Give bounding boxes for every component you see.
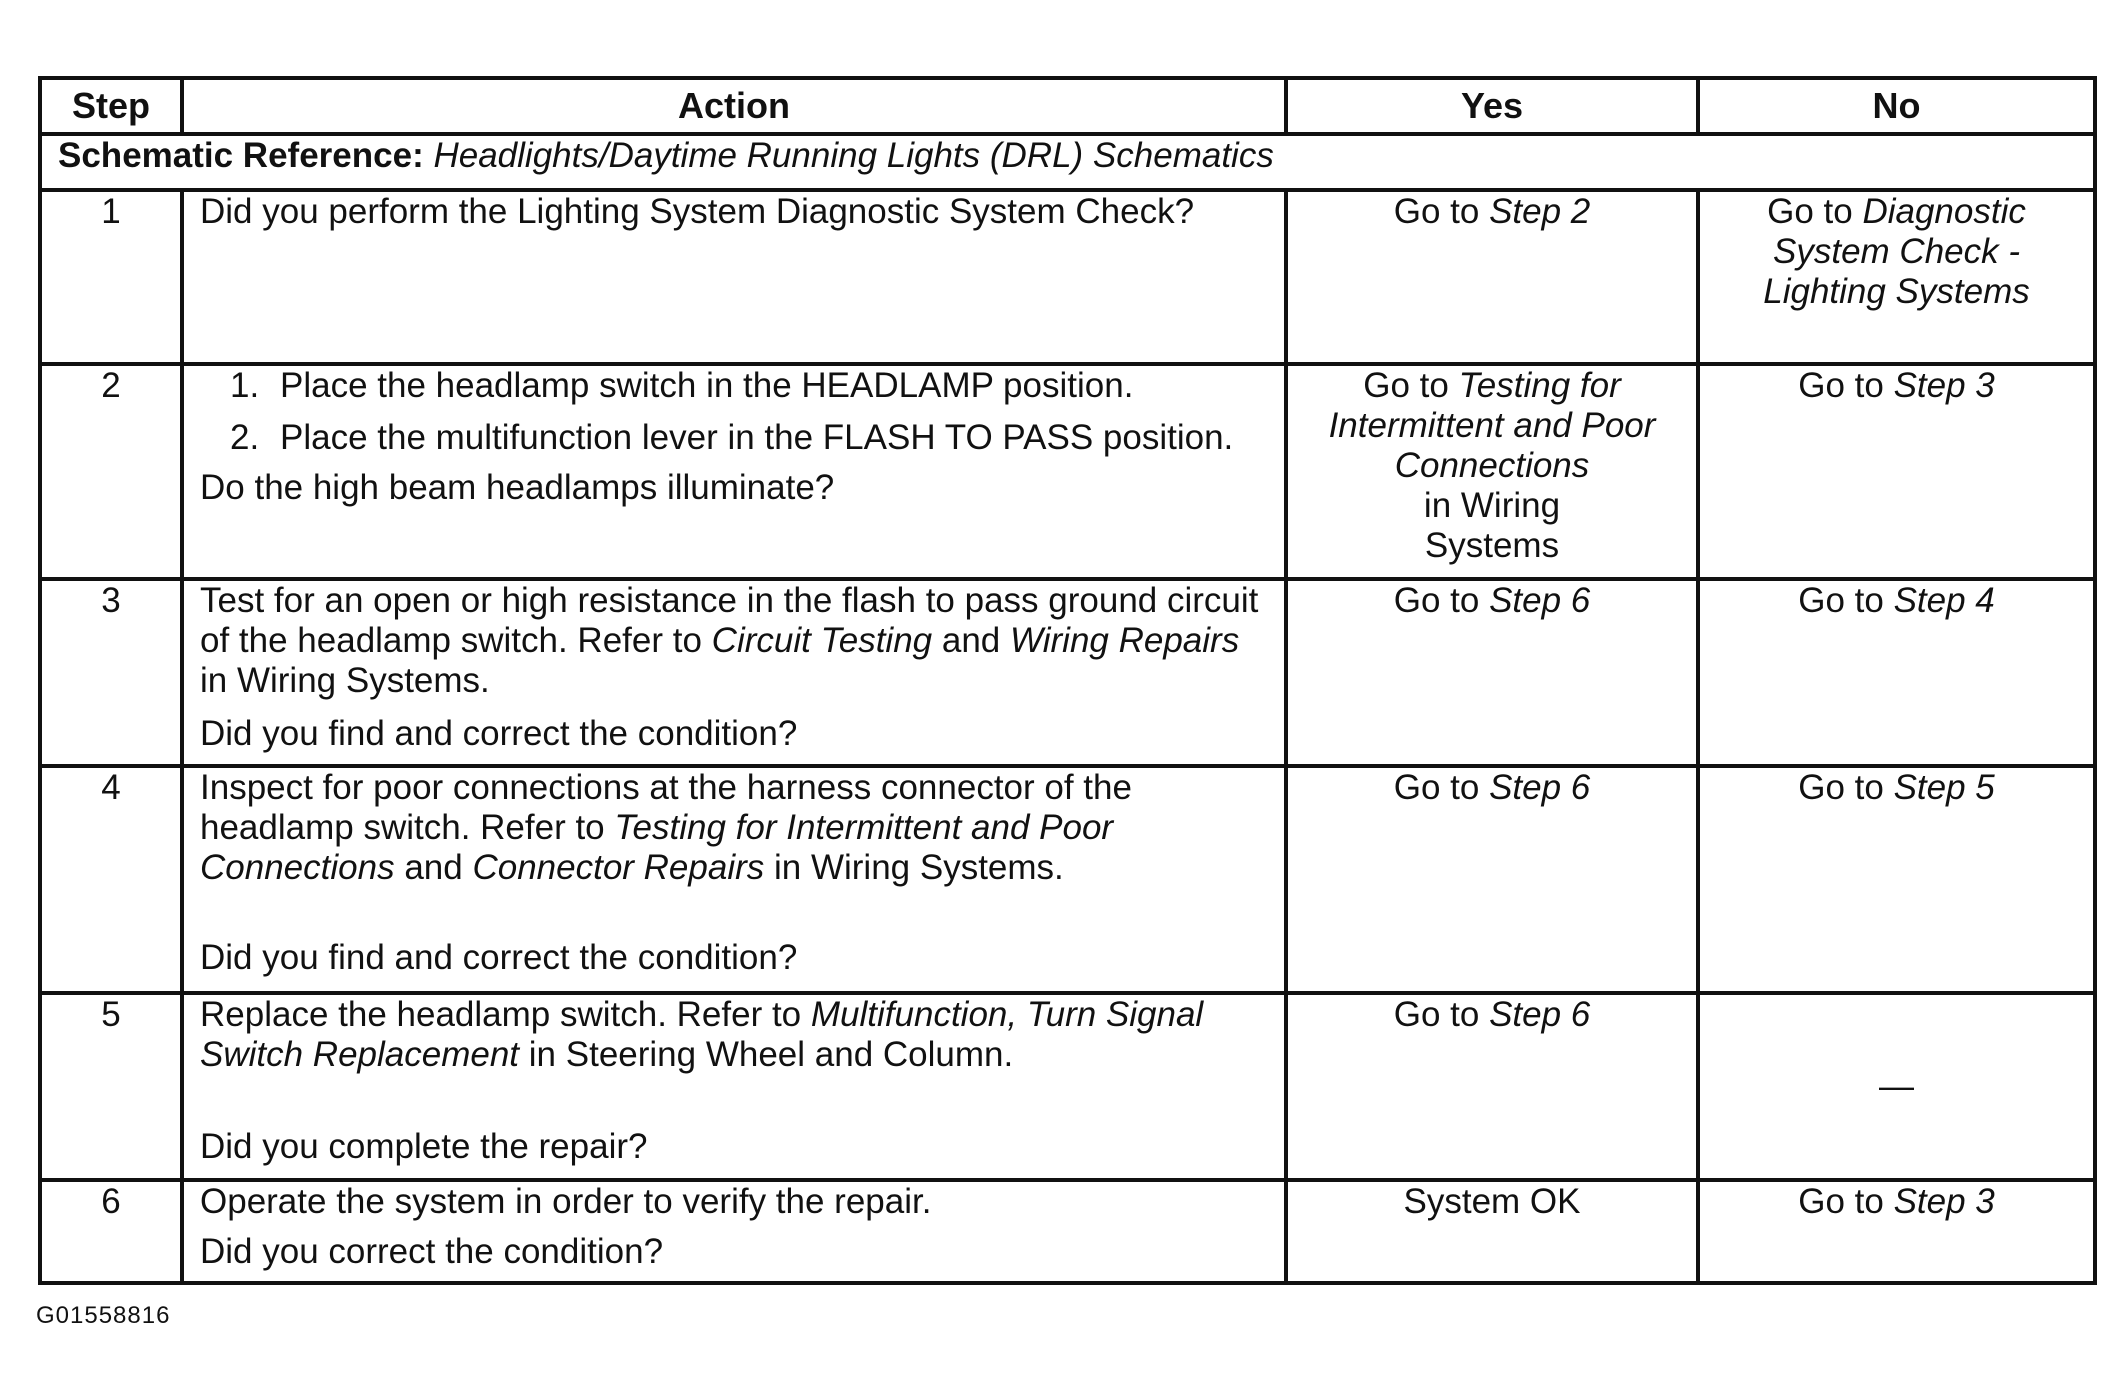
yes-cell <box>1286 190 1698 364</box>
action-text <box>200 581 1268 701</box>
no-target: Lighting Systems <box>1763 272 2030 311</box>
no-cell <box>1698 993 2095 1180</box>
reference-label: Schematic Reference: <box>58 136 424 175</box>
action-text: Operate the system in order to verify the repair. <box>200 1182 932 1221</box>
action-question: Did you find and correct the condition? <box>200 714 798 753</box>
no-cell <box>1698 579 2095 766</box>
no-prefix: Go to <box>1798 768 1884 807</box>
schematic-reference <box>40 134 2095 190</box>
table-row <box>40 766 2095 993</box>
step-number: 6 <box>40 1180 182 1283</box>
action-reference: Testing for Intermittent and Poor Connections <box>200 808 1114 887</box>
yes-prefix: Go to <box>1393 192 1480 231</box>
no-target: Diagnostic <box>1862 192 2026 231</box>
yes-target: Intermittent and Poor <box>1328 406 1656 445</box>
no-target: Step 3 <box>1893 366 1995 405</box>
action-text-part: in Steering Wheel and Column. <box>528 1035 1014 1074</box>
no-prefix: Go to <box>1798 581 1884 620</box>
yes-target: Connections <box>1394 446 1590 485</box>
no-prefix: Go to <box>1798 1182 1884 1221</box>
action-text-part: Inspect for poor connections at the harness connector of the headlamp switch. Refer to <box>200 768 1132 847</box>
no-cell <box>1698 1180 2095 1283</box>
action-list-item <box>200 418 1268 458</box>
table-row <box>40 993 2095 1180</box>
table-row <box>40 364 2095 579</box>
action-text-part: Test for an open or high resistance in the flash to pass ground circuit of the headlamp switch. Refer to <box>200 581 1259 660</box>
yes-suffix: Systems <box>1424 526 1560 565</box>
no-target: Step 5 <box>1893 768 1995 807</box>
list-text: Place the headlamp switch in the HEADLAMP position. <box>280 366 1134 405</box>
action-question: Do the high beam headlamps illuminate? <box>200 468 835 507</box>
action-list-item <box>200 366 1268 406</box>
action-question: Did you complete the repair? <box>200 1127 648 1166</box>
step-number: 5 <box>40 993 182 1180</box>
diagnostic-table <box>38 76 2097 1285</box>
action-cell <box>182 364 1286 579</box>
action-reference: Wiring Repairs <box>1010 621 1240 660</box>
no-cell <box>1698 364 2095 579</box>
yes-cell <box>1286 364 1698 579</box>
step-number: 3 <box>40 579 182 766</box>
action-cell <box>182 190 1286 364</box>
no-prefix: Go to <box>1798 366 1884 405</box>
action-cell <box>182 766 1286 993</box>
action-text-part: Replace the headlamp switch. Refer to <box>200 995 802 1034</box>
action-question: Did you correct the condition? <box>200 1232 664 1271</box>
no-target: System Check - <box>1773 232 2020 271</box>
yes-suffix: in Wiring <box>1423 486 1561 525</box>
action-cell <box>182 579 1286 766</box>
action-cell <box>182 1180 1286 1283</box>
action-text-part: and <box>404 848 463 887</box>
table-row <box>40 1180 2095 1283</box>
no-target: Step 3 <box>1893 1182 1995 1221</box>
table-row <box>40 190 2095 364</box>
step-number: 2 <box>40 364 182 579</box>
figure-id: G01558816 <box>36 1302 171 1329</box>
yes-prefix: Go to <box>1393 768 1480 807</box>
action-text-part: in Wiring Systems. <box>774 848 1064 887</box>
yes-cell <box>1286 993 1698 1180</box>
header-action: Action <box>182 78 1286 134</box>
header-yes: Yes <box>1286 78 1698 134</box>
yes-target: Step 6 <box>1489 768 1591 807</box>
list-number: 2. <box>230 418 260 457</box>
yes-prefix: Go to <box>1363 366 1449 405</box>
yes-result: System OK <box>1403 1182 1581 1221</box>
action-cell <box>182 993 1286 1180</box>
table-row <box>40 579 2095 766</box>
yes-target: Testing for <box>1458 366 1621 405</box>
no-cell <box>1698 766 2095 993</box>
list-text: Place the multifunction lever in the FLASH TO PASS position. <box>280 418 1234 457</box>
no-target: Step 4 <box>1893 581 1995 620</box>
action-text <box>200 995 1268 1075</box>
yes-target: Step 6 <box>1489 995 1591 1034</box>
no-dash: — <box>1879 1066 1914 1106</box>
reference-value: Headlights/Daytime Running Lights (DRL) Schematics <box>433 136 1274 175</box>
no-prefix: Go to <box>1767 192 1853 231</box>
step-number: 1 <box>40 190 182 364</box>
yes-prefix: Go to <box>1393 995 1480 1034</box>
list-number: 1. <box>230 366 260 405</box>
reference-row <box>40 134 2095 190</box>
header-row <box>40 78 2095 134</box>
step-number: 4 <box>40 766 182 993</box>
action-text-part: in Wiring Systems. <box>200 661 490 700</box>
yes-cell <box>1286 579 1698 766</box>
no-cell <box>1698 190 2095 364</box>
action-text <box>200 768 1268 888</box>
header-no: No <box>1698 78 2095 134</box>
action-text-part: and <box>941 621 1001 660</box>
header-step: Step <box>40 78 182 134</box>
yes-prefix: Go to <box>1393 581 1480 620</box>
action-text: Did you perform the Lighting System Diagnostic System Check? <box>200 192 1195 231</box>
yes-cell <box>1286 1180 1698 1283</box>
action-reference: Multifunction, Turn Signal Switch Replacement <box>200 995 1204 1074</box>
action-reference: Circuit Testing <box>711 621 933 660</box>
action-reference: Connector Repairs <box>472 848 765 887</box>
action-question: Did you find and correct the condition? <box>200 938 798 977</box>
yes-cell <box>1286 766 1698 993</box>
yes-target: Step 6 <box>1489 581 1591 620</box>
yes-target: Step 2 <box>1489 192 1591 231</box>
